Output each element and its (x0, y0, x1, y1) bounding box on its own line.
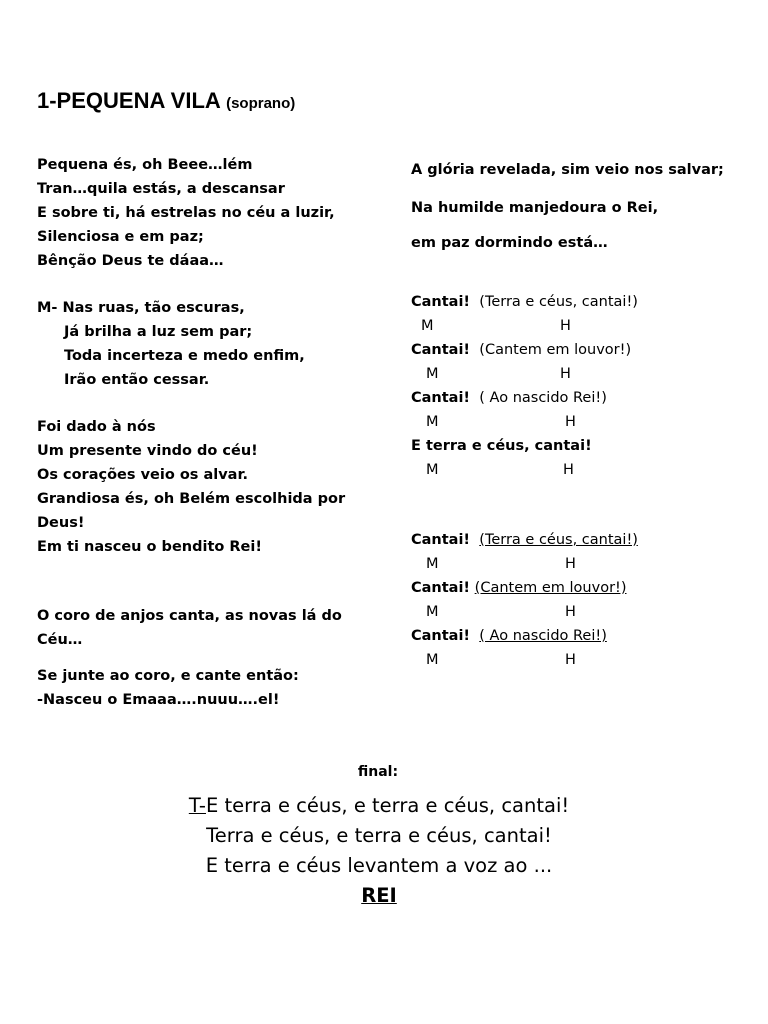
part-m: M (426, 462, 439, 478)
cantai-label: Cantai! (411, 628, 471, 644)
lyric-line: Céu… (37, 632, 83, 648)
response-text: (Cantem em louvor!) (479, 342, 632, 358)
final-label: final: (357, 764, 399, 780)
final-rei: REI (361, 884, 397, 907)
part-m: M (426, 366, 439, 382)
final-line-1: E terra e céus, e terra e céus, cantai! (205, 794, 570, 817)
part-h: H (560, 318, 571, 334)
response-text: (Terra e céus, cantai!) (479, 532, 638, 548)
final-line-3: E terra e céus levantem a voz ao ... (205, 854, 553, 877)
part-h: H (565, 652, 576, 668)
final-block (0, 791, 758, 911)
part-m: M (426, 556, 439, 572)
verse-3 (37, 604, 342, 652)
cantai-label: Cantai! (411, 294, 471, 310)
chorus-1 (411, 290, 638, 482)
lyric-line: Em ti nasceu o bendito Rei! (37, 539, 262, 555)
men-verse (37, 296, 305, 392)
song-title-main: 1-PEQUENA VILA (37, 88, 220, 113)
lyric-line: Foi dado à nós (37, 419, 156, 435)
lyric-line: -Nasceu o Emaaa….nuuu….el! (37, 692, 280, 708)
verse-1 (37, 153, 335, 273)
final-line-2: Terra e céus, e terra e céus, cantai! (206, 824, 552, 847)
right-line-2: Na humilde manjedoura o Rei, (411, 200, 659, 216)
chorus-2 (411, 528, 638, 672)
lyric-line: Bênção Deus te dáaa… (37, 253, 224, 269)
right-line-1: A glória revelada, sim veio nos salvar; (411, 162, 724, 178)
final-part-t: T- (188, 794, 206, 817)
lyric-line: Tran…quila estás, a descansar (37, 181, 285, 197)
cantai-label: Cantai! (411, 342, 471, 358)
lyric-line: E sobre ti, há estrelas no céu a luzir, (37, 205, 335, 221)
right-line-3: em paz dormindo está… (411, 235, 608, 251)
cantai-label: Cantai! (411, 580, 471, 596)
lyric-line: Já brilha a luz sem par; (64, 324, 253, 340)
part-m: M (426, 604, 439, 620)
part-m: M (426, 414, 439, 430)
response-text: (Terra e céus, cantai!) (479, 294, 638, 310)
part-m: M (421, 318, 434, 334)
lyric-line: Silenciosa e em paz; (37, 229, 204, 245)
lyric-line: Toda incerteza e medo enfim, (64, 348, 305, 364)
song-title (37, 88, 295, 114)
lyric-line: Grandiosa és, oh Belém escolhida por (37, 491, 346, 507)
part-h: H (560, 366, 571, 382)
song-title-voice: (soprano) (226, 95, 296, 112)
part-m: M (426, 652, 439, 668)
part-h: H (563, 462, 574, 478)
lyric-line: Deus! (37, 515, 85, 531)
lyric-line: M- Nas ruas, tão escuras, (37, 300, 245, 316)
lyric-line: Irão então cessar. (64, 372, 210, 388)
verse-4 (37, 664, 299, 712)
verse-2 (37, 415, 345, 559)
response-text: ( Ao nascido Rei!) (479, 390, 607, 406)
part-h: H (565, 414, 576, 430)
lyric-line: Um presente vindo do céu! (37, 443, 258, 459)
cantai-label: Cantai! (411, 390, 471, 406)
part-h: H (565, 604, 576, 620)
cantai-label: Cantai! (411, 532, 471, 548)
lyric-line: Se junte ao coro, e cante então: (37, 668, 299, 684)
lyric-line: Pequena és, oh Beee…lém (37, 157, 253, 173)
response-text: E terra e céus, cantai! (411, 438, 592, 454)
lyric-line: O coro de anjos canta, as novas lá do (37, 608, 342, 624)
response-text: (Cantem em louvor!) (474, 580, 627, 596)
lyric-line: Os corações veio os alvar. (37, 467, 249, 483)
part-h: H (565, 556, 576, 572)
response-text: ( Ao nascido Rei!) (479, 628, 607, 644)
